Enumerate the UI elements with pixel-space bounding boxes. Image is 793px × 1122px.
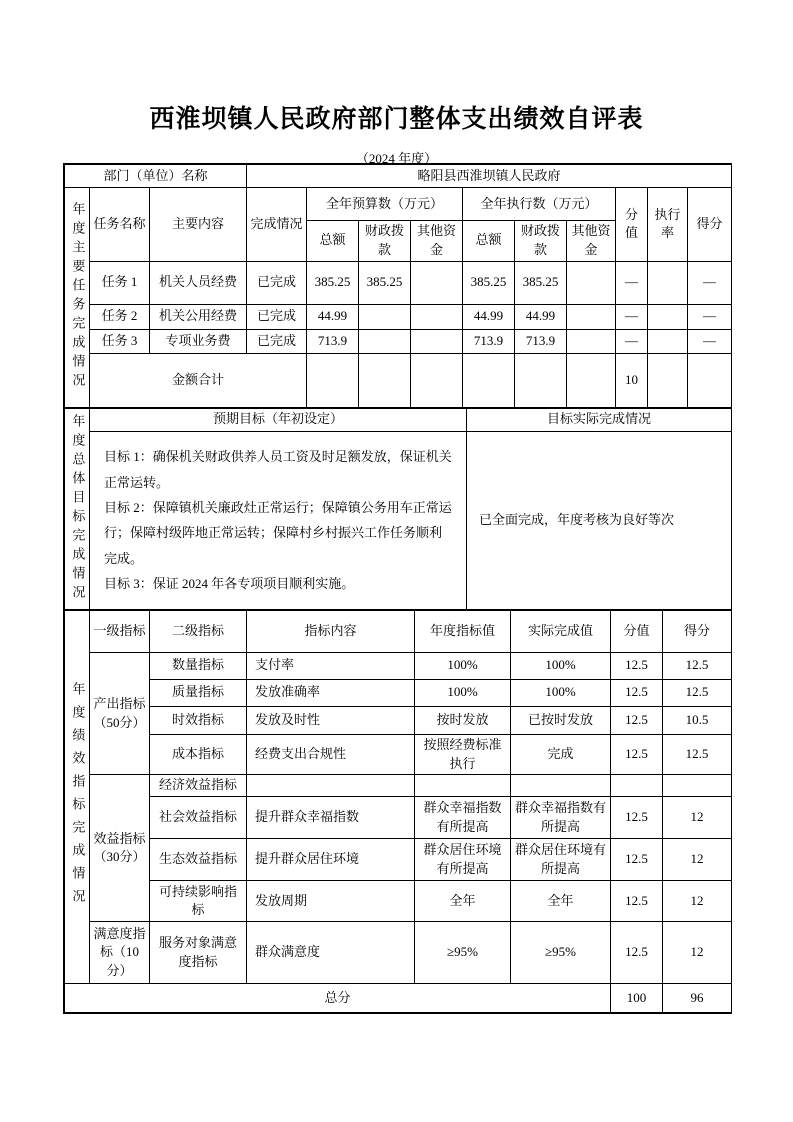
header-score-value: 分值: [611, 610, 663, 652]
score: 12: [663, 839, 732, 881]
amount-total-row: [65, 353, 732, 407]
score: 12: [663, 797, 732, 839]
annual-target: 100%: [415, 652, 511, 679]
section1-side-label: 年度主要任务完成情况: [65, 188, 90, 408]
task-exec-rate: [648, 304, 688, 329]
indicator-content: 发放周期: [247, 881, 415, 922]
level2-indicator: 质量指标: [150, 679, 247, 706]
empty-cell: [688, 353, 732, 407]
indicator-content: 支付率: [247, 652, 415, 679]
task-name: 任务 2: [90, 304, 150, 329]
score-value: 12.5: [611, 881, 663, 922]
actual-value: ≥95%: [511, 922, 611, 984]
indicator-row: [65, 839, 732, 881]
score: [663, 775, 732, 797]
expected-goals-cell: [90, 431, 467, 609]
level2-indicator: 社会效益指标: [150, 797, 247, 839]
level2-indicator: 生态效益指标: [150, 839, 247, 881]
score-value: 12.5: [611, 706, 663, 734]
grand-total-score: 96: [663, 984, 732, 1013]
score: 12.5: [663, 679, 732, 706]
task-status: 已完成: [247, 329, 307, 353]
header-actual-value: 实际完成值: [511, 610, 611, 652]
group-satisfaction-indicators: 满意度指标（10分）: [90, 922, 150, 984]
indicator-row: [65, 679, 732, 706]
header-level2-indicator: 二级指标: [150, 610, 247, 652]
dept-name-label: 部门（单位）名称: [65, 165, 247, 188]
header-main-content: 主要内容: [150, 188, 247, 262]
group-benefit-indicators: 效益指标（30分）: [90, 775, 150, 922]
exec-other: [567, 304, 616, 329]
task-score-value: —: [616, 261, 648, 304]
header-exec-rate: 执行率: [648, 188, 688, 262]
header-exec-fiscal: 财政拨款: [515, 221, 567, 262]
header-score-value: 分值: [616, 188, 648, 262]
grand-total-score-value: 100: [611, 984, 663, 1013]
annual-target: 按照经费标准执行: [415, 734, 511, 775]
actual-value: 100%: [511, 652, 611, 679]
empty-cell: [307, 353, 359, 407]
exec-fiscal: 44.99: [515, 304, 567, 329]
exec-other: [567, 329, 616, 353]
score: 12: [663, 922, 732, 984]
header-status: 完成情况: [247, 188, 307, 262]
indicator-content: 提升群众幸福指数: [247, 797, 415, 839]
indicator-row: [65, 881, 732, 922]
indicator-content: 发放准确率: [247, 679, 415, 706]
actual-completion-cell: 已全面完成，年度考核为良好等次: [467, 431, 732, 609]
amount-total-score-value: 10: [616, 353, 648, 407]
task-exec-rate: [648, 329, 688, 353]
level2-indicator: 数量指标: [150, 652, 247, 679]
header-expected-goals: 预期目标（年初设定）: [90, 408, 467, 431]
exec-total: 44.99: [463, 304, 515, 329]
annual-target: ≥95%: [415, 922, 511, 984]
actual-value: 群众居住环境有所提高: [511, 839, 611, 881]
annual-target: 群众幸福指数有所提高: [415, 797, 511, 839]
budget-total: 44.99: [307, 304, 359, 329]
level2-indicator: 可持续影响指标: [150, 881, 247, 922]
task-score: —: [688, 304, 732, 329]
task-content: 机关人员经费: [150, 261, 247, 304]
indicator-row: [65, 775, 732, 797]
header-exec-total: 总额: [463, 221, 515, 262]
exec-fiscal: 713.9: [515, 329, 567, 353]
score-value: 12.5: [611, 734, 663, 775]
goal-3: 目标 3：保证 2024 年各专项项目顺利实施。: [104, 575, 355, 591]
group-output-indicators: 产出指标（50分）: [90, 652, 150, 775]
budget-total: 713.9: [307, 329, 359, 353]
header-task-name: 任务名称: [90, 188, 150, 262]
actual-value: 完成: [511, 734, 611, 775]
evaluation-table: [63, 163, 732, 1014]
dept-name-value: 略阳县西淮坝镇人民政府: [247, 165, 732, 188]
score-value: 12.5: [611, 839, 663, 881]
exec-fiscal: 385.25: [515, 261, 567, 304]
task-row: [65, 329, 732, 353]
goal-1: 目标 1：确保机关财政供养人员工资及时足额发放，保证机关正常运转。: [104, 449, 452, 490]
score-value: 12.5: [611, 797, 663, 839]
page-title: 西淮坝镇人民政府部门整体支出绩效自评表: [149, 105, 644, 133]
budget-other: [411, 329, 463, 353]
level2-indicator: 成本指标: [150, 734, 247, 775]
actual-value: 全年: [511, 881, 611, 922]
empty-cell: [411, 353, 463, 407]
budget-other: [411, 261, 463, 304]
section3-side-label: 年度绩效指标完成情况: [65, 610, 90, 984]
header-level1-indicator: 一级指标: [90, 610, 150, 652]
budget-fiscal: [359, 304, 411, 329]
task-name: 任务 1: [90, 261, 150, 304]
task-row: [65, 304, 732, 329]
task-row: [65, 261, 732, 304]
header-budget-total: 总额: [307, 221, 359, 262]
header-budget-other: 其他资金: [411, 221, 463, 262]
amount-total-label: 金额合计: [90, 353, 307, 407]
task-score: —: [688, 329, 732, 353]
empty-cell: [648, 353, 688, 407]
score-value: [611, 775, 663, 797]
level2-indicator: 时效指标: [150, 706, 247, 734]
section2-goals-table: [64, 408, 732, 610]
task-status: 已完成: [247, 304, 307, 329]
annual-target: [415, 775, 511, 797]
section1-tasks-table: [64, 164, 732, 408]
indicator-content: 群众满意度: [247, 922, 415, 984]
score: 12: [663, 881, 732, 922]
score-value: 12.5: [611, 652, 663, 679]
exec-total: 713.9: [463, 329, 515, 353]
task-score: —: [688, 261, 732, 304]
indicator-content: 发放及时性: [247, 706, 415, 734]
actual-value: [511, 775, 611, 797]
section2-side-label: 年度总体目标完成情况: [65, 408, 90, 609]
header-score: 得分: [688, 188, 732, 262]
header-indicator-content: 指标内容: [247, 610, 415, 652]
indicator-content: 提升群众居住环境: [247, 839, 415, 881]
task-content: 机关公用经费: [150, 304, 247, 329]
header-exec-group: 全年执行数（万元）: [463, 188, 616, 221]
empty-cell: [567, 353, 616, 407]
score: 12.5: [663, 734, 732, 775]
actual-value: 群众幸福指数有所提高: [511, 797, 611, 839]
indicator-row: [65, 797, 732, 839]
header-annual-target: 年度指标值: [415, 610, 511, 652]
indicator-row: [65, 706, 732, 734]
indicator-row: [65, 652, 732, 679]
page-subtitle: （2024 年度）: [355, 151, 438, 166]
annual-target: 群众居住环境有所提高: [415, 839, 511, 881]
header-budget-fiscal: 财政拨款: [359, 221, 411, 262]
budget-fiscal: [359, 329, 411, 353]
grand-total-row: [65, 984, 732, 1013]
indicator-row: [65, 734, 732, 775]
actual-value: 已按时发放: [511, 706, 611, 734]
header-actual-completion: 目标实际完成情况: [467, 408, 732, 431]
budget-fiscal: 385.25: [359, 261, 411, 304]
exec-other: [567, 261, 616, 304]
indicator-row: [65, 922, 732, 984]
annual-target: 100%: [415, 679, 511, 706]
level2-indicator: 经济效益指标: [150, 775, 247, 797]
empty-cell: [463, 353, 515, 407]
task-exec-rate: [648, 261, 688, 304]
task-content: 专项业务费: [150, 329, 247, 353]
indicator-content: [247, 775, 415, 797]
header-exec-other: 其他资金: [567, 221, 616, 262]
grand-total-label: 总分: [65, 984, 611, 1013]
indicator-content: 经费支出合规性: [247, 734, 415, 775]
task-score-value: —: [616, 304, 648, 329]
score-value: 12.5: [611, 922, 663, 984]
section3-indicators-table: [64, 610, 732, 1014]
score: 10.5: [663, 706, 732, 734]
goal-2: 目标 2：保障镇机关廉政灶正常运行；保障镇公务用车正常运行；保障村级阵地正常运转；保障村乡村振兴工作任务顺利完成。: [104, 499, 452, 566]
budget-total: 385.25: [307, 261, 359, 304]
header-score: 得分: [663, 610, 732, 652]
actual-value: 100%: [511, 679, 611, 706]
score-value: 12.5: [611, 679, 663, 706]
level2-indicator: 服务对象满意度指标: [150, 922, 247, 984]
exec-total: 385.25: [463, 261, 515, 304]
task-score-value: —: [616, 329, 648, 353]
annual-target: 全年: [415, 881, 511, 922]
empty-cell: [359, 353, 411, 407]
empty-cell: [515, 353, 567, 407]
header-budget-group: 全年预算数（万元）: [307, 188, 463, 221]
score: 12.5: [663, 652, 732, 679]
task-status: 已完成: [247, 261, 307, 304]
task-name: 任务 3: [90, 329, 150, 353]
budget-other: [411, 304, 463, 329]
annual-target: 按时发放: [415, 706, 511, 734]
